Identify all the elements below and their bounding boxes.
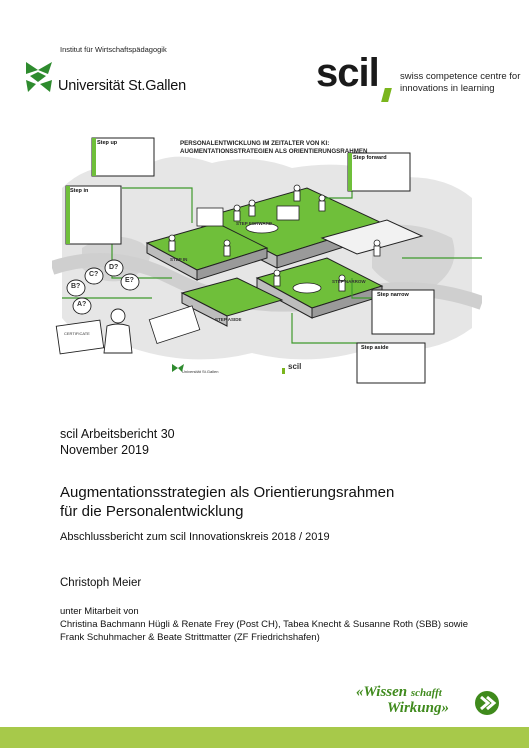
- box-step-forward-title: Step forward: [353, 155, 387, 161]
- scil-tagline-1: swiss competence centre for: [400, 71, 521, 82]
- scil-tagline-2: innovations in learning: [400, 83, 495, 94]
- platform-step-in-label: STEP IN: [170, 257, 188, 262]
- collaborators-line-1: Christina Bachmann Hügli & Renate Frey (Post CH), Tabea Knecht & Susanne Roth (SBB) sowie: [60, 619, 468, 630]
- report-date: November 2019: [60, 443, 149, 457]
- bubble-d: D?: [109, 264, 119, 271]
- report-title-line-1: Augmentationsstrategien als Orientierungsrahmen: [60, 484, 395, 501]
- box-step-in-title: Step in: [70, 188, 89, 194]
- collaborators-intro: unter Mitarbeit von: [60, 606, 139, 617]
- slogan-open-quote: «: [356, 684, 364, 700]
- box-step-narrow-title: Step narrow: [377, 292, 409, 298]
- report-subtitle: Abschlussbericht zum scil Innovationskreis 2018 / 2019: [60, 531, 330, 543]
- cover-illustration: [52, 128, 482, 390]
- collaborators-line-2: Frank Schuhmacher & Beate Strittmatter (ZF Friedrichshafen): [60, 632, 320, 643]
- illustration-title-line-2: AUGMENTATIONSSTRATEGIEN ALS ORIENTIERUNGSRAHMEN: [180, 148, 368, 155]
- bubble-c: C?: [89, 271, 99, 278]
- platform-step-forward-label: STEP FORWARD: [236, 221, 273, 226]
- slogan-word-wirkung: Wirkung: [387, 700, 442, 716]
- slogan-word-wissen: Wissen: [363, 684, 408, 700]
- box-step-up-title: Step up: [97, 140, 118, 146]
- hsg-logo-icon: [24, 60, 54, 94]
- report-title-line-2: für die Personalentwicklung: [60, 503, 244, 520]
- platform-step-narrow-label: STEP NARROW: [332, 279, 366, 284]
- box-step-aside-title: Step aside: [361, 345, 389, 351]
- certificate-label: CERTIFICATE: [64, 331, 90, 336]
- university-name: Universität St.Gallen: [58, 78, 186, 94]
- platform-step-aside-label: STEP ASIDE: [215, 317, 242, 322]
- report-series: scil Arbeitsbericht 30: [60, 427, 175, 441]
- bubble-a: A?: [77, 301, 87, 308]
- slogan-line-1: [356, 684, 442, 701]
- slogan-close-quote: »: [441, 700, 449, 716]
- scil-logo-mark: [381, 88, 392, 102]
- illustration-title-line-1: PERSONALENTWICKLUNG IM ZEITALTER VON KI:: [180, 140, 330, 147]
- footer-bar: [0, 727, 529, 748]
- institute-name: Institut für Wirtschaftspädagogik: [60, 45, 167, 54]
- bubble-e: E?: [125, 277, 134, 284]
- author-name: Christoph Meier: [60, 577, 142, 589]
- mini-scil-label: scil: [288, 362, 302, 371]
- slogan-arrow-icon: [474, 690, 500, 716]
- scil-logo: scil: [316, 51, 379, 95]
- bubble-b: B?: [71, 283, 81, 290]
- slogan-line-2: [387, 700, 449, 717]
- slogan-word-schafft: schafft: [410, 687, 442, 699]
- mini-university-label: Universität St.Gallen: [182, 369, 219, 374]
